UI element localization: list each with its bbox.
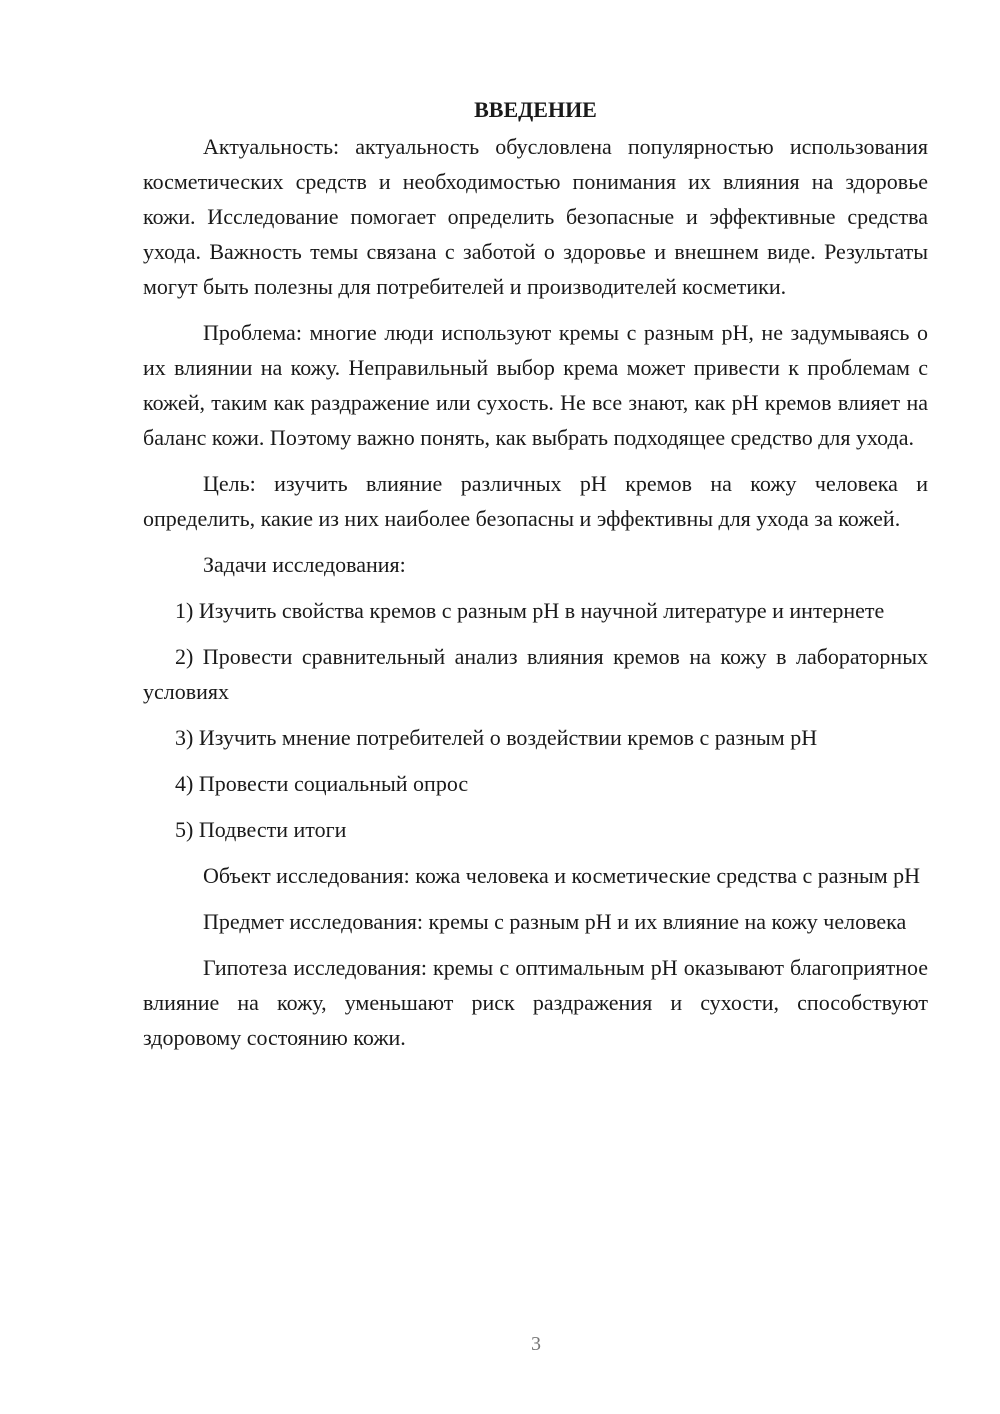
section-title: ВВЕДЕНИЕ [474, 97, 597, 122]
document-page [143, 92, 928, 1055]
paragraph-relevance: Актуальность: актуальность обусловлена популярностью использования косметических средств и необходимостью понимания их влияния на здоровье кожи. Исследование помогает определить безопасные и эффективные средства ухода. Важность темы связана с заботой о здоровье и внешнем виде. Результаты могут быть полезны для потребителей и производителей косметики. [143, 134, 928, 299]
page-number: 3 [531, 1333, 541, 1355]
paragraph-goal: Цель: изучить влияние различных pH кремов на кожу человека и определить, какие из них наиболее безопасны и эффективны для ухода за кожей. [143, 471, 928, 531]
paragraph-object: Объект исследования: кожа человека и косметические средства с разным pH [203, 863, 921, 888]
task-item-4: 4) Провести социальный опрос [175, 771, 469, 796]
task-item-3: 3) Изучить мнение потребителей о воздействии кремов с разным pH [175, 725, 818, 750]
task-item-1: 1) Изучить свойства кремов с разным pH в научной литературе и интернете [175, 598, 885, 623]
paragraph-subject: Предмет исследования: кремы с разным pH и их влияние на кожу человека [203, 909, 907, 934]
paragraph-hypothesis: Гипотеза исследования: кремы с оптимальным pH оказывают благоприятное влияние на кожу, уменьшают риск раздражения и сухости, способствуют здоровому состоянию кожи. [143, 955, 928, 1050]
paragraph-tasks-heading: Задачи исследования: [203, 552, 406, 577]
task-item-2: 2) Провести сравнительный анализ влияния кремов на кожу в лабораторных условиях [143, 644, 928, 704]
task-item-5: 5) Подвести итоги [175, 817, 347, 842]
paragraph-problem: Проблема: многие люди используют кремы с разным pH, не задумываясь о их влиянии на кожу. Неправильный выбор крема может привести к проблемам с кожей, таким как раздражение или сухость. Не все знают, как pH кремов влияет на баланс кожи. Поэтому важно понять, как выбрать подходящее средство для ухода. [143, 320, 928, 450]
